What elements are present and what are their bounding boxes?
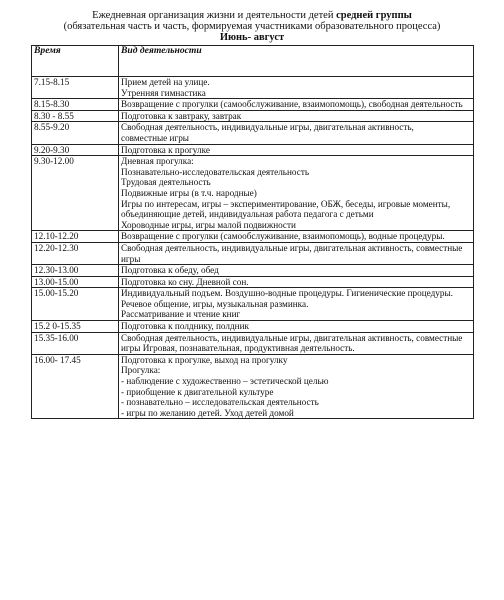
activity-cell <box>119 332 474 354</box>
activity-cell <box>119 321 474 333</box>
activity-line: Подготовка ко сну. Дневной сон. <box>121 276 249 287</box>
table-row <box>32 288 474 321</box>
activity-line: Подвижные игры (в т.ч. народные) <box>121 187 257 198</box>
activity-line: Подготовка к завтраку, завтрак <box>121 110 242 121</box>
table-row <box>32 242 474 264</box>
activity-cell <box>119 110 474 122</box>
activity-line: - познавательно – исследовательская деятельность <box>121 397 319 408</box>
table-row <box>32 144 474 156</box>
time-cell: 12.20-12.30 <box>32 242 119 264</box>
time-cell: 9.30-12.00 <box>32 156 119 231</box>
activity-cell <box>119 265 474 277</box>
activity-cell <box>119 156 474 231</box>
activity-line: Прием детей на улице. <box>121 77 210 87</box>
activity-line: Возвращение с прогулки (самообслуживание, взаимопомощь), свободная деятельность <box>121 99 463 110</box>
activity-cell <box>119 122 474 144</box>
activity-line: совместные игры <box>121 132 189 143</box>
activity-line: - игры по желанию детей. Уход детей домой <box>121 407 294 418</box>
table-row <box>32 332 474 354</box>
activity-line: Познавательно-исследовательская деятельность <box>121 166 310 177</box>
activity-line: Свободная деятельность, индивидуальные игры, двигательная активность, <box>121 122 414 133</box>
activity-line: Подготовка к прогулке, выход на прогулку <box>121 354 288 365</box>
activity-line: Подготовка к прогулке <box>121 144 210 155</box>
document-header <box>0 10 504 43</box>
activity-cell <box>119 276 474 288</box>
table-row <box>32 156 474 231</box>
header-line-1 <box>0 10 504 21</box>
activity-cell <box>119 242 474 264</box>
activity-cell <box>119 288 474 321</box>
header-period: Июнь- август <box>219 32 285 43</box>
activity-line: Индивидуальный подъем. Воздушно-водные процедуры. Гигиенические процедуры. Речевое общение, игры, музыкальная разминка. <box>121 288 453 309</box>
activity-line: Подготовка к обеду, обед <box>121 265 219 276</box>
activity-line: Трудовая деятельность <box>121 177 211 188</box>
activity-cell <box>119 77 474 99</box>
schedule-rows <box>32 77 474 419</box>
header-group-name: средней группы <box>336 10 412 21</box>
activity-line: Дневная прогулка: <box>121 156 194 167</box>
activity-line: Утренняя гимнастика <box>121 87 206 98</box>
table-row <box>32 122 474 144</box>
table-header-row <box>32 46 474 77</box>
time-cell: 16.00- 17.45 <box>32 354 119 419</box>
time-cell: 8.55-9.20 <box>32 122 119 144</box>
time-cell: 8.30 - 8.55 <box>32 110 119 122</box>
activity-line: Игры по интересам, игры – экспериментирование, ОБЖ, беседы, игровые моменты, объединяющие детей, индивидуальная работа педагога с детьми <box>121 198 451 220</box>
column-header-time: Время <box>32 46 119 77</box>
table-row <box>32 276 474 288</box>
time-cell: 12.10-12.20 <box>32 231 119 243</box>
time-cell: 15.35-16.00 <box>32 332 119 354</box>
activity-line: - наблюдение с художественно – эстетической целью <box>121 376 329 387</box>
activity-cell <box>119 144 474 156</box>
time-cell: 13.00-15.00 <box>32 276 119 288</box>
table-row <box>32 321 474 333</box>
schedule-table <box>31 45 474 419</box>
activity-cell <box>119 231 474 243</box>
time-cell: 15.2 0-15.35 <box>32 321 119 333</box>
time-cell: 8.15-8.30 <box>32 99 119 111</box>
time-cell: 7.15-8.15 <box>32 77 119 99</box>
activity-cell <box>119 354 474 419</box>
column-header-activity: Вид деятельности <box>119 46 474 77</box>
table-row <box>32 99 474 111</box>
table-row <box>32 231 474 243</box>
activity-line: Свободная деятельность, индивидуальные игры, двигательная активность, совместные игры <box>121 242 463 264</box>
activity-cell <box>119 99 474 111</box>
time-cell: 12.30-13.00 <box>32 265 119 277</box>
table-row <box>32 77 474 99</box>
activity-line: - приобщение к двигательной культуре <box>121 386 274 397</box>
time-cell: 9.20-9.30 <box>32 144 119 156</box>
header-line-1-text: Ежедневная организация жизни и деятельности детей <box>92 10 337 21</box>
header-line-2: (обязательная часть и часть, формируемая участниками образовательного процесса) <box>63 21 441 32</box>
activity-line: Свободная деятельность, индивидуальные игры, двигательная активность, совместные игры Игровая, познавательная, продуктивная деятельность. <box>121 332 463 354</box>
table-row <box>32 354 474 419</box>
table-row <box>32 110 474 122</box>
activity-line: Возвращение с прогулки (самообслуживание, взаимопомощь), водные процедуры. <box>121 231 445 242</box>
activity-line: Хороводные игры, игры малой подвижности <box>121 219 296 230</box>
time-cell: 15.00-15.20 <box>32 288 119 321</box>
table-row <box>32 265 474 277</box>
activity-line: Подготовка к полднику, полдник <box>121 321 249 332</box>
activity-line: Прогулка: <box>121 365 161 376</box>
activity-line: Рассматривание и чтение книг <box>121 309 241 320</box>
